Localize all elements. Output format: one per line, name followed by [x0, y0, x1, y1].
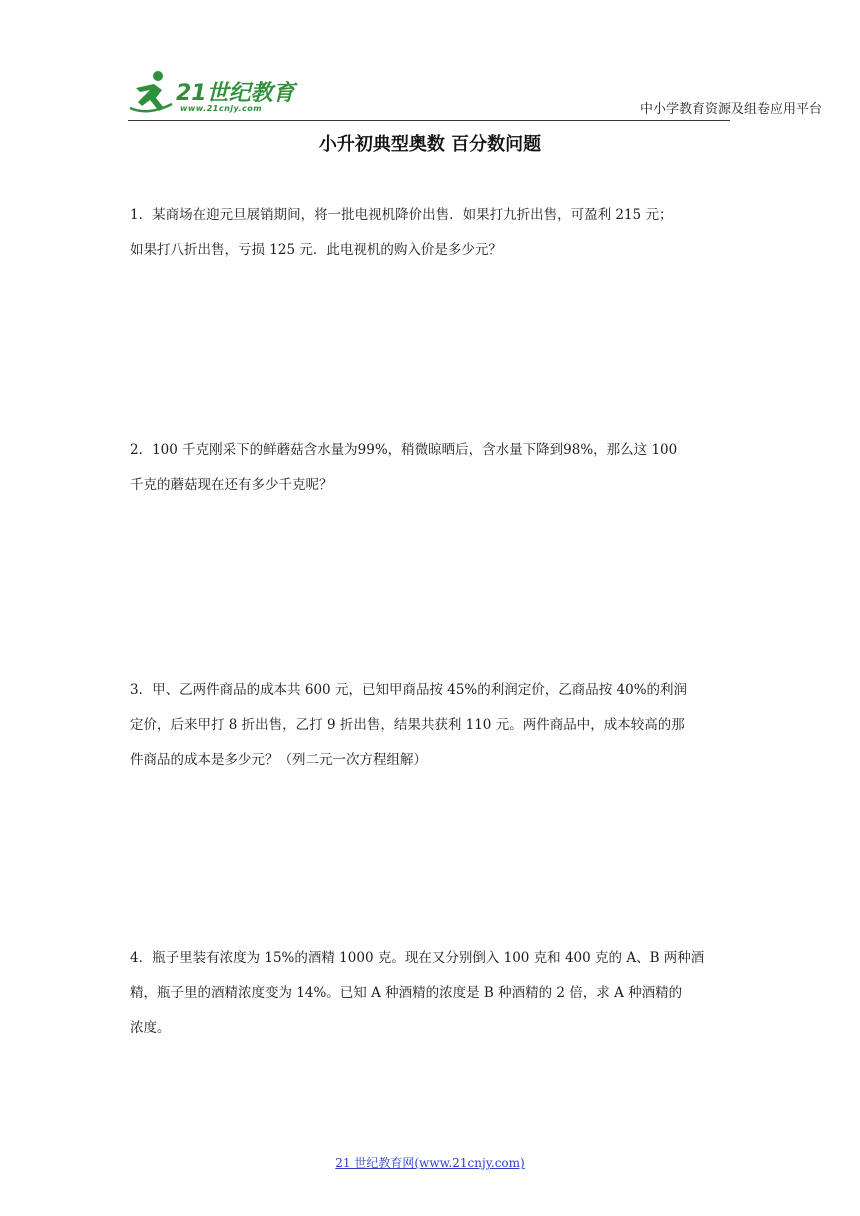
- logo: [128, 66, 298, 116]
- logo-url-text: www.21cnjy.com: [180, 104, 263, 113]
- question-4: [130, 941, 730, 1046]
- question-line: 千克的蘑菇现在还有多少千克呢？: [130, 477, 333, 493]
- question-line: 精，瓶子里的酒精浓度变为 14%。已知 A 种酒精的浓度是 B 种酒精的 2 倍，求 A 种酒精的: [130, 985, 683, 1001]
- question-line: 浓度。: [130, 1020, 171, 1036]
- question-line: 2．100 千克刚采下的鲜蘑菇含水量为99%，稍微晾晒后，含水量下降到98%，那么这 100: [130, 442, 678, 458]
- question-line: 1．某商场在迎元旦展销期间，将一批电视机降价出售．如果打九折出售，可盈利 215 元；: [130, 207, 673, 223]
- platform-label: 中小学教育资源及组卷应用平台: [639, 102, 822, 117]
- question-line: 件商品的成本是多少元？（列二元一次方程组解）: [130, 752, 427, 768]
- footer-link[interactable]: 21 世纪教育网(www.21cnjy.com): [335, 1156, 525, 1170]
- question-line: 定价，后来甲打 8 折出售，乙打 9 折出售，结果共获利 110 元。两件商品中，成本较高的那: [130, 717, 685, 733]
- page-header: [128, 62, 822, 121]
- page-title: 小升初典型奥数 百分数问题: [318, 134, 542, 155]
- question-line: 3．甲、乙两件商品的成本共 600 元，已知甲商品按 45%的利润定价，乙商品按 40%的利润: [130, 682, 688, 698]
- logo-brand-text: 21世纪教育: [176, 81, 295, 106]
- question-2: [130, 433, 730, 503]
- question-1: [130, 198, 730, 268]
- question-line: 4．瓶子里装有浓度为 15%的酒精 1000 克。现在又分别倒入 100 克和 400 克的 A、B 两种酒: [130, 950, 705, 966]
- question-3: [130, 673, 730, 778]
- question-line: 如果打八折出售，亏损 125 元．此电视机的购入价是多少元？: [130, 242, 502, 258]
- runner-logo-icon: [128, 68, 176, 116]
